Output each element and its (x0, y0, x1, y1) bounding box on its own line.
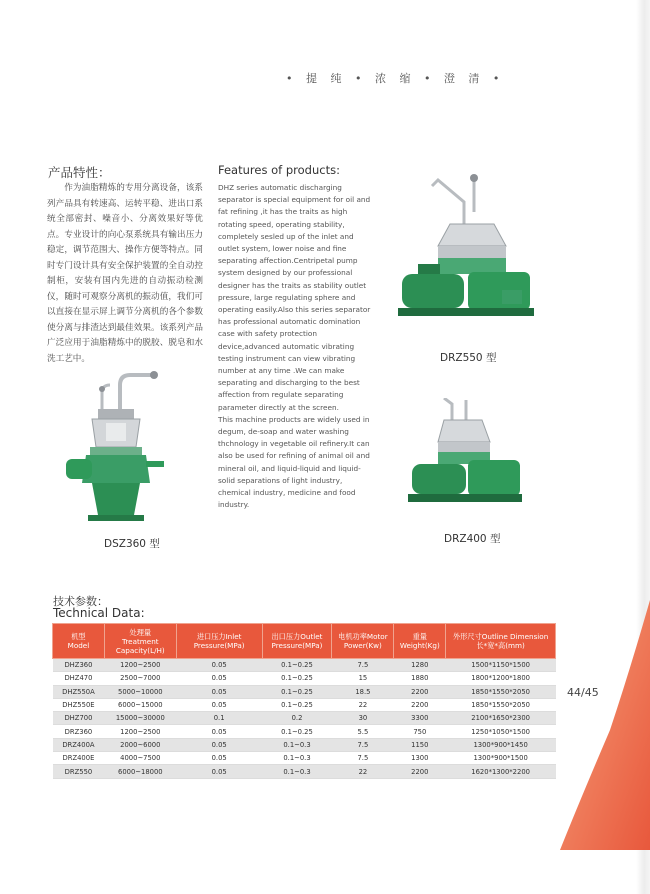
table-cell: 0.05 (176, 765, 262, 778)
table-cell: 0.1~0.25 (262, 698, 332, 711)
drz550-label: DRZ550 型 (440, 352, 497, 364)
header-en-label: Weight(Kg) (399, 641, 440, 650)
table-cell: DHZ550E (53, 698, 105, 711)
header-cn-label: 出口压力Outlet (271, 632, 323, 641)
table-cell: DRZ400E (53, 752, 105, 765)
table-cell: 0.05 (176, 659, 262, 672)
table-cell: 6000~18000 (104, 765, 176, 778)
table-cell: 5000~10000 (104, 685, 176, 698)
table-cell: 2000~6000 (104, 738, 176, 751)
table-header-cell (53, 624, 105, 659)
table-cell: 0.05 (176, 725, 262, 738)
table-cell: DHZ700 (53, 712, 105, 725)
table-header-cell (262, 624, 332, 659)
table-cell: 15 (332, 672, 394, 685)
table-header-cell (332, 624, 394, 659)
table-header-cell (394, 624, 446, 659)
table-row (53, 685, 556, 698)
drz400-machine-image (408, 398, 528, 516)
table-cell: 1500*1150*1500 (446, 659, 556, 672)
header-cn-label: 重量 (412, 632, 427, 641)
table-cell: 2100*1650*2300 (446, 712, 556, 725)
table-cell: 22 (332, 765, 394, 778)
table-cell: 0.1~0.3 (262, 752, 332, 765)
table-cell: 7.5 (332, 738, 394, 751)
header-cn-label: 进口压力Inlet (196, 632, 242, 641)
table-cell: 0.05 (176, 738, 262, 751)
page-number: 44/45 (567, 686, 599, 699)
drz400-label: DRZ400 型 (444, 533, 501, 545)
table-header-cell (176, 624, 262, 659)
table-header-cell (104, 624, 176, 659)
table-cell: 0.2 (262, 712, 332, 725)
table-cell: 0.05 (176, 672, 262, 685)
table-cell: 0.1~0.25 (262, 672, 332, 685)
table-cell: 1150 (394, 738, 446, 751)
table-cell: DRZ360 (53, 725, 105, 738)
header-en-label: Treatment Capacity(L/H) (115, 636, 165, 655)
table-cell: 0.1~0.3 (262, 738, 332, 751)
features-body-en (218, 182, 372, 511)
table-cell: DRZ400A (53, 738, 105, 751)
table-cell: 4000~7500 (104, 752, 176, 765)
table-cell: 6000~15000 (104, 698, 176, 711)
technical-data-table (52, 623, 556, 779)
table-cell: 0.1~0.25 (262, 659, 332, 672)
table-cell: 1620*1300*2200 (446, 765, 556, 778)
features-body-en-paragraph-1: DHZ series automatic discharging separator is special equipment for oil and fat refining ,it has the traits as high rotating speed, operating stability, completely sesled up of the inlet and outlet system, lower noise and fine separating affection.Centripetal pump system designed by our professional designer has the traits as stability outlet pressure, large regulating sphere and operating easily.Also this series separator has professional automatic domination case with safety protection device,advanced automatic vibrating testing instrument can view vibrating number at any time .We can make separating and discharging to the best affection from regulate separating parameter directly at the screen. (218, 183, 371, 412)
table-header-cell (446, 624, 556, 659)
table-cell: 1300*900*1500 (446, 752, 556, 765)
table-cell: 1200~2500 (104, 659, 176, 672)
header-en-label: Power(Kw) (343, 641, 382, 650)
table-cell: 2200 (394, 685, 446, 698)
header-en-label: Pressure(MPa) (271, 641, 323, 650)
table-cell: 30 (332, 712, 394, 725)
table-cell: DRZ550 (53, 765, 105, 778)
table-header-row (53, 624, 556, 659)
table-cell: 2200 (394, 698, 446, 711)
table-cell: 7.5 (332, 752, 394, 765)
table-cell: 1300*900*1450 (446, 738, 556, 751)
table-row (53, 712, 556, 725)
table-cell: 0.05 (176, 752, 262, 765)
table-cell: 0.1~0.25 (262, 725, 332, 738)
tech-title-cn: 技术参数： (53, 595, 108, 608)
table-row (53, 659, 556, 672)
table-row (53, 698, 556, 711)
features-body-en-paragraph-2: This machine products are widely used in degum, de-soap and water washing thchnology in vegetable oil refinery.It can also be used for refining of animal oil and mineral oil, and liquid-liquid and liquid-solid separations of light industry, chemical industry, medicine and food industry. (218, 414, 370, 510)
table-row (53, 752, 556, 765)
header-en-label: 长*宽*高(mm) (476, 641, 525, 650)
table-cell: 18.5 (332, 685, 394, 698)
header-cn-label: 外形尺寸Outline Dimension (453, 632, 549, 641)
table-cell: 1850*1550*2050 (446, 698, 556, 711)
table-cell: 2200 (394, 765, 446, 778)
features-heading-cn: 产品特性： (48, 165, 111, 180)
features-heading-en: Features of products: (218, 163, 340, 177)
dsz360-label: DSZ360 型 (104, 538, 160, 550)
table-cell: 1800*1200*1800 (446, 672, 556, 685)
drz550-machine-image (398, 172, 548, 342)
header-tagline: • 提 纯 • 浓 缩 • 澄 清 • (286, 72, 505, 85)
table-cell: 1250*1050*1500 (446, 725, 556, 738)
table-cell: DHZ360 (53, 659, 105, 672)
table-cell: 0.1~0.3 (262, 765, 332, 778)
table-cell: 1880 (394, 672, 446, 685)
table-cell: 1850*1550*2050 (446, 685, 556, 698)
table-cell: 0.05 (176, 685, 262, 698)
table-cell: 15000~30000 (104, 712, 176, 725)
table-row (53, 765, 556, 778)
table-cell: 22 (332, 698, 394, 711)
header-en-label: Model (67, 641, 90, 650)
table-cell: 7.5 (332, 659, 394, 672)
table-cell: DHZ470 (53, 672, 105, 685)
header-cn-label: 机型 (71, 632, 86, 641)
table-cell: 0.05 (176, 698, 262, 711)
table-cell: 3300 (394, 712, 446, 725)
table-cell: 0.1 (176, 712, 262, 725)
table-row (53, 672, 556, 685)
table-cell: 1280 (394, 659, 446, 672)
table-cell: 5.5 (332, 725, 394, 738)
corner-accent-shape (550, 600, 650, 850)
header-cn-label: 处理量 (129, 627, 152, 637)
dsz360-machine-image (62, 365, 172, 527)
table-cell: 0.1~0.25 (262, 685, 332, 698)
tech-title-en: Technical Data: (53, 606, 145, 620)
table-cell: 1200~2500 (104, 725, 176, 738)
header-en-label: Pressure(MPa) (193, 641, 245, 650)
table-row (53, 738, 556, 751)
table-cell: DHZ550A (53, 685, 105, 698)
table-row (53, 725, 556, 738)
table-cell: 1300 (394, 752, 446, 765)
features-body-cn: 作为油脂精炼的专用分离设备，该系列产品具有转速高、运转平稳、进出口系统全部密封、噪音小、分离效果好等优点。专业设计的向心泵系统具有输出压力稳定，调节范围大、操作方便等特点。同时专门设计具有安全保护装置的全自动控制柜，安装有国内先进的自动振动检测仪，随时可观察分离机的振动值，我们可以直接在显示屏上调节分离机的各个参数使分离与排渣达到最佳效果。该系列产品广泛应用于油脂精炼中的脱胶、脱皂和水洗工艺中。 (47, 183, 203, 364)
header-cn-label: 电机功率Motor (338, 632, 388, 641)
table-cell: 750 (394, 725, 446, 738)
table-cell: 2500~7000 (104, 672, 176, 685)
